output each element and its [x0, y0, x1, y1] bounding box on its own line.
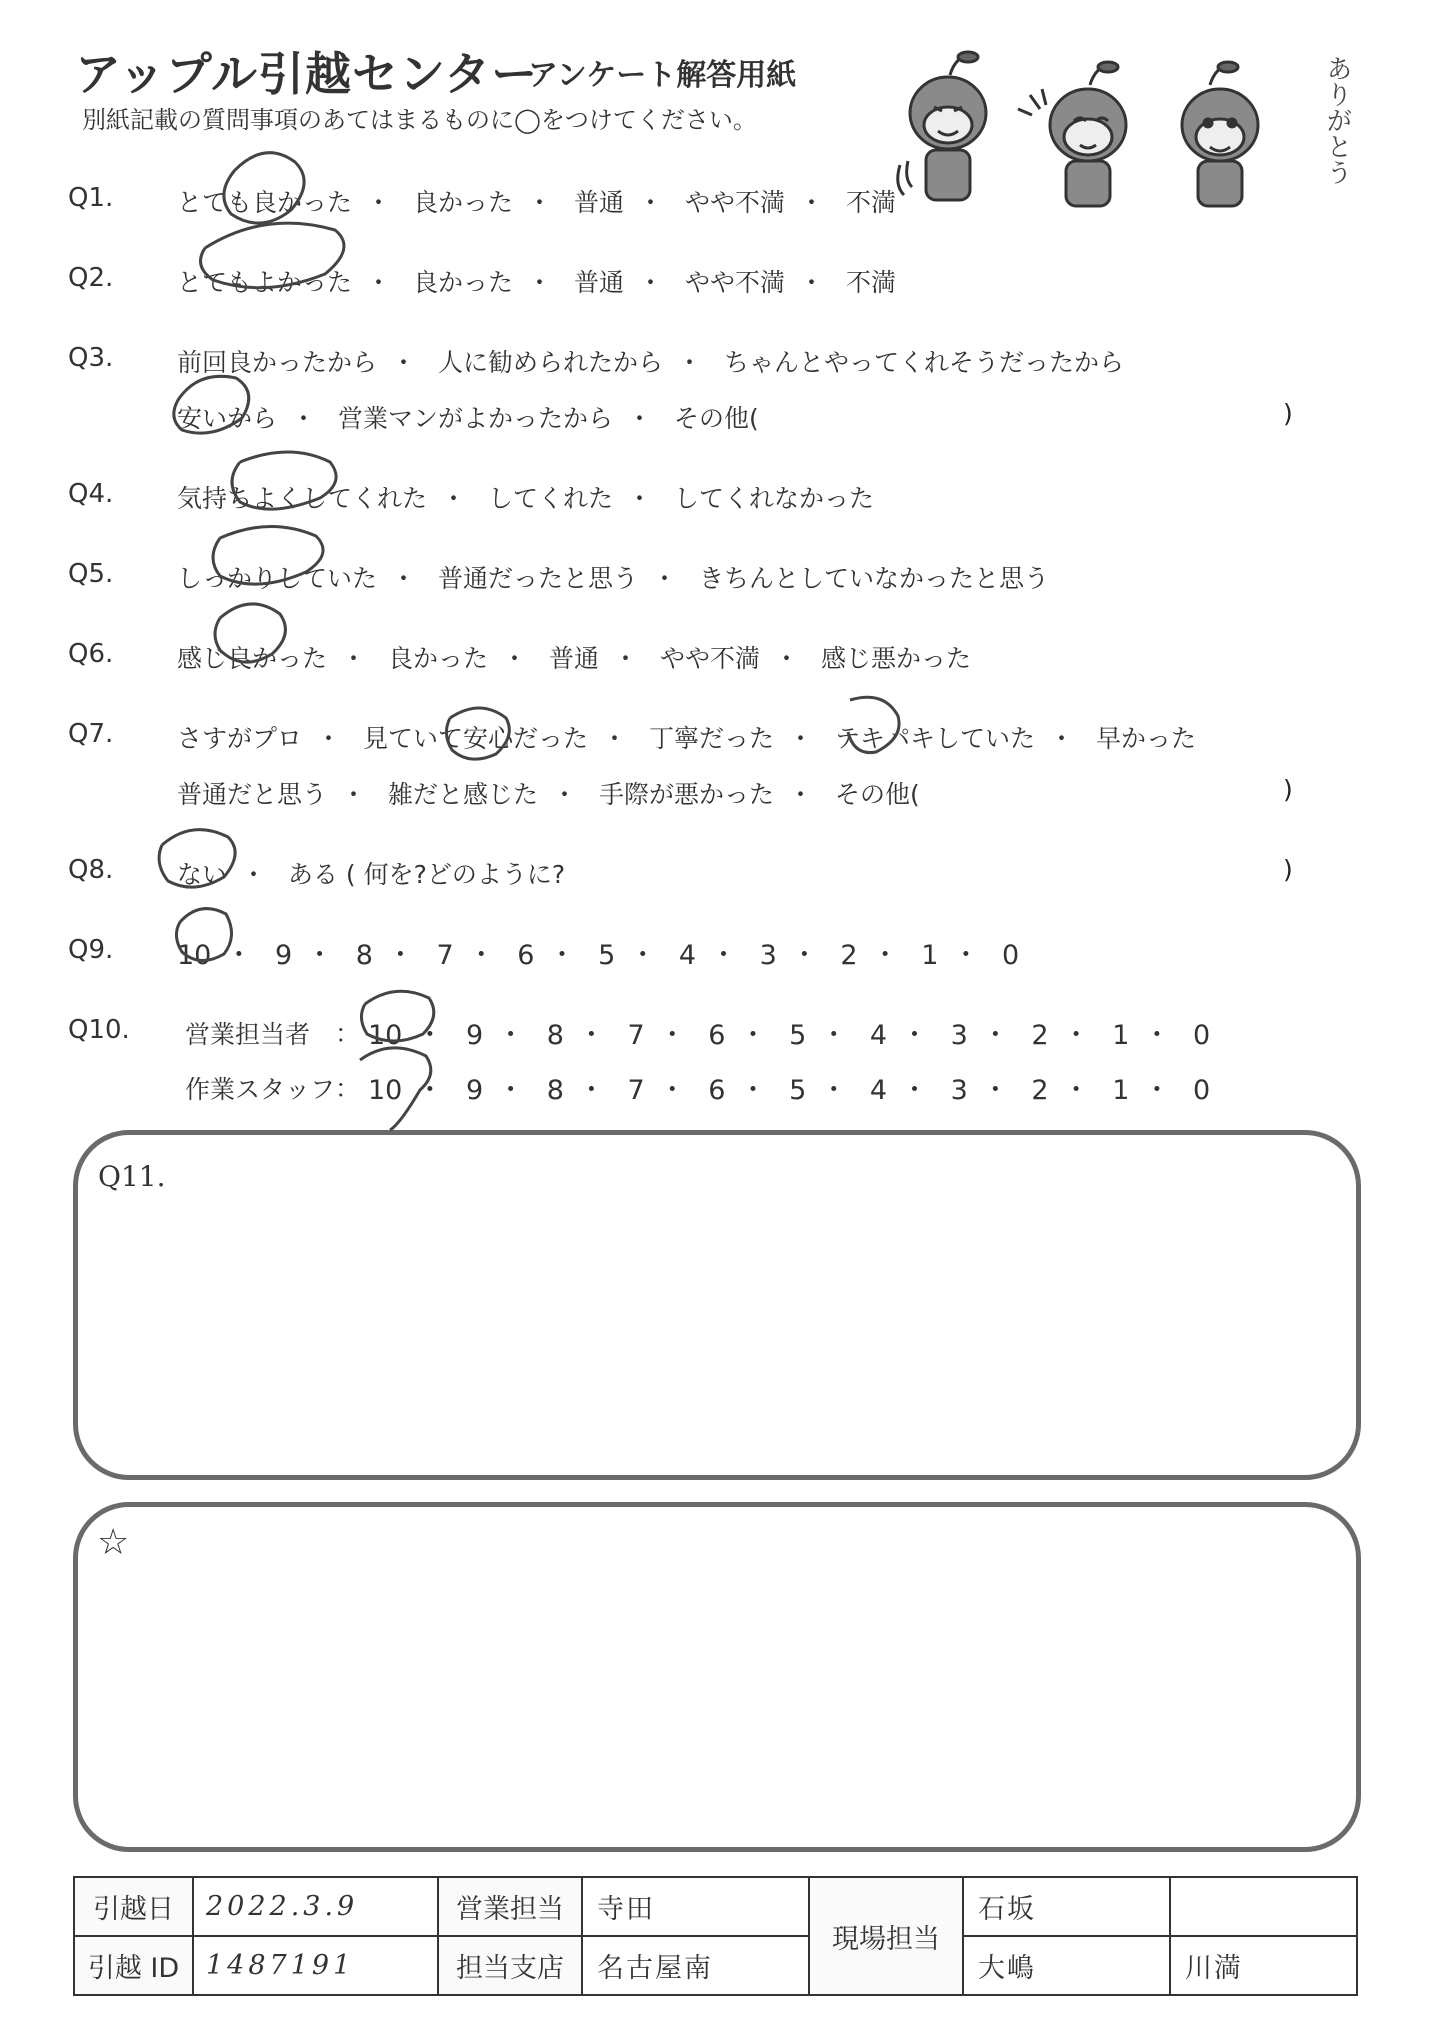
moving-date-label: 引越日 [74, 1877, 193, 1936]
q10-sales-score[interactable]: 5 [789, 1020, 807, 1051]
q7-label: Q7. [68, 719, 114, 749]
q10-sales-score[interactable]: 1 [1112, 1020, 1130, 1051]
site-staff-empty[interactable] [1170, 1877, 1357, 1936]
q8-option[interactable]: ない [177, 860, 228, 889]
sales-staff-label: 営業担当 [438, 1877, 582, 1936]
q3-option[interactable]: ちゃんとやってくれそうだったから [723, 348, 1124, 377]
q2-label: Q2. [68, 263, 114, 293]
q9-score[interactable]: 6 [517, 940, 535, 971]
q4-option[interactable]: してくれた [487, 484, 613, 513]
q7-option[interactable]: テキパキしていた [834, 724, 1035, 753]
q10-sales-score[interactable]: 6 [708, 1020, 726, 1051]
q7-option[interactable]: さすがプロ [177, 724, 303, 753]
q10-staff-score[interactable]: 1 [1112, 1075, 1130, 1106]
q5-option[interactable]: しっかりしていた [177, 564, 378, 593]
sales-staff-value[interactable]: 寺田 [582, 1877, 809, 1936]
q9-score[interactable]: 9 [274, 940, 293, 971]
site-staff-3[interactable]: 川満 [1170, 1936, 1357, 1995]
q6-option[interactable]: 感じ悪かった [820, 644, 971, 673]
q2-option[interactable]: 普通 [573, 268, 624, 297]
q2-option[interactable]: とてもよかった [177, 268, 353, 297]
q10-sales-scale: 10 ・ 9 ・ 8 ・ 7 ・ 6 ・ 5 ・ 4 ・ 3 ・ 2 ・ 1 ・ 0 [368, 1020, 1211, 1051]
q1-option[interactable]: 良かった [412, 188, 513, 217]
instruction-text: 別紙記載の質問事項のあてはまるものに◯をつけてください。 [82, 106, 757, 134]
q1-option[interactable]: とても良かった [177, 188, 353, 217]
q9-score[interactable]: 1 [921, 940, 939, 971]
q9-score[interactable]: 7 [436, 940, 454, 971]
q11-label: Q11. [98, 1160, 166, 1193]
q9-label: Q9. [68, 935, 114, 965]
q10-sales-score[interactable]: 2 [1031, 1020, 1049, 1051]
q6-option[interactable]: やや不満 [659, 644, 760, 673]
q8-options: ない ・ ある ( 何を?どのように? [177, 860, 566, 889]
form-title: アップル引越センター [75, 47, 539, 101]
q10-sales-score[interactable]: 7 [627, 1020, 645, 1051]
q1-option[interactable]: 普通 [573, 188, 624, 217]
q9-score[interactable]: 10 [177, 940, 212, 971]
q10-sales-name: 営業担当者 [185, 1020, 311, 1049]
q10-staff-score[interactable]: 5 [789, 1075, 807, 1106]
q1-label: Q1. [68, 183, 114, 213]
q3-option[interactable]: 安いから [177, 404, 278, 433]
q4-label: Q4. [68, 479, 114, 509]
q3-option[interactable]: 人に勧められたから [437, 348, 663, 377]
q10-sales-score[interactable]: 8 [546, 1020, 564, 1051]
q5-option[interactable]: 普通だったと思う [437, 564, 638, 593]
form-subtitle: アンケート解答用紙 [528, 58, 797, 93]
q7-close-paren: ) [1283, 775, 1293, 804]
q9-scale: 10 ・ 9 ・ 8 ・ 7 ・ 6 ・ 5 ・ 4 ・ 3 ・ 2 ・ 1 ・ 0 [177, 940, 1020, 971]
q6-option[interactable]: 普通 [548, 644, 599, 673]
q9-score[interactable]: 2 [840, 940, 858, 971]
q6-option[interactable]: 感じ良かった [177, 644, 328, 673]
q8-close-paren: ) [1283, 855, 1293, 884]
q10-staff-score[interactable]: 4 [869, 1075, 888, 1106]
q6-options: 感じ良かった ・ 良かった ・ 普通 ・ やや不満 ・ 感じ悪かった [177, 644, 971, 673]
q5-option[interactable]: きちんとしていなかったと思う [698, 564, 1049, 593]
q7-option[interactable]: 手際が悪かった [598, 780, 774, 809]
q10-colon: ： [335, 1074, 361, 1103]
q3-option[interactable]: 前回良かったから [177, 348, 378, 377]
q7-option[interactable]: 雑だと感じた [387, 780, 538, 809]
q10-sales-score[interactable]: 0 [1192, 1020, 1211, 1051]
q2-option[interactable]: 良かった [412, 268, 513, 297]
q5-options: しっかりしていた ・ 普通だったと思う ・ きちんとしていなかったと思う [177, 564, 1049, 593]
q6-option[interactable]: 良かった [387, 644, 488, 673]
q3-option[interactable]: 営業マンがよかったから [337, 404, 613, 433]
footer-table [73, 1876, 1358, 1996]
q2-option[interactable]: 不満 [845, 268, 896, 297]
q7-option[interactable]: 早かった [1095, 724, 1196, 753]
q7-option[interactable]: 丁寧だった [648, 724, 774, 753]
moving-date-value[interactable]: 2022.3.9 [193, 1877, 438, 1936]
q4-option[interactable]: してくれなかった [673, 484, 874, 513]
q10-sales-score[interactable]: 10 [368, 1020, 403, 1051]
q10-staff-score[interactable]: 0 [1192, 1075, 1211, 1106]
q10-staff-scale: 10 ・ 9 ・ 8 ・ 7 ・ 6 ・ 5 ・ 4 ・ 3 ・ 2 ・ 1 ・ 0 [368, 1075, 1211, 1106]
q10-staff-score[interactable]: 3 [950, 1075, 968, 1106]
q9-score[interactable]: 5 [598, 940, 616, 971]
thanks-text: ありがとう [1322, 55, 1352, 185]
q1-option[interactable]: 不満 [845, 188, 896, 217]
q7-options-line1: さすがプロ ・ 見ていて安心だった ・ 丁寧だった ・ テキパキしていた ・ 早かった [177, 724, 1196, 753]
q9-score[interactable]: 4 [678, 940, 697, 971]
q10-staff-score[interactable]: 9 [465, 1075, 484, 1106]
site-staff-1[interactable]: 石坂 [963, 1877, 1170, 1936]
q3-options-line2: 安いから ・ 営業マンがよかったから ・ その他( [177, 404, 759, 433]
q2-options: とてもよかった ・ 良かった ・ 普通 ・ やや不満 ・ 不満 [177, 268, 896, 297]
q10-sales-score[interactable]: 9 [465, 1020, 484, 1051]
site-staff-2[interactable]: 大嶋 [963, 1936, 1170, 1995]
q7-option[interactable]: 見ていて安心だった [362, 724, 588, 753]
q2-option[interactable]: やや不満 [684, 268, 785, 297]
q3-options-line1: 前回良かったから ・ 人に勧められたから ・ ちゃんとやってくれそうだったから [177, 348, 1124, 377]
branch-label: 担当支店 [438, 1936, 582, 1995]
q9-score[interactable]: 8 [355, 940, 373, 971]
q9-score[interactable]: 3 [759, 940, 777, 971]
moving-id-value[interactable]: 1487191 [193, 1936, 438, 1995]
q3-close-paren: ) [1283, 399, 1293, 428]
star-label: ☆ [97, 1522, 130, 1563]
q4-option[interactable]: 気持ちよくしてくれた [177, 484, 428, 513]
q8-option[interactable]: ある ( 何を?どのように? [287, 860, 566, 889]
q10-staff-name: 作業スタッフ [185, 1075, 336, 1104]
q10-label: Q10. [68, 1015, 130, 1045]
q3-label: Q3. [68, 343, 114, 373]
site-staff-label: 現場担当 [809, 1877, 963, 1995]
q7-options-line2: 普通だと思う ・ 雑だと感じた ・ 手際が悪かった ・ その他( [177, 780, 920, 809]
moving-id-label: 引越 ID [74, 1936, 193, 1995]
q10-staff-score[interactable]: 2 [1031, 1075, 1049, 1106]
q8-label: Q8. [68, 855, 114, 885]
q1-options: とても良かった ・ 良かった ・ 普通 ・ やや不満 ・ 不満 [177, 188, 896, 217]
q10-staff-score[interactable]: 10 [368, 1075, 403, 1106]
q6-label: Q6. [68, 639, 114, 669]
q9-score[interactable]: 0 [1001, 940, 1020, 971]
q10-sales-score[interactable]: 3 [950, 1020, 968, 1051]
q10-colon: ： [335, 1019, 361, 1048]
q10-sales-score[interactable]: 4 [869, 1020, 888, 1051]
q10-staff-score[interactable]: 7 [627, 1075, 645, 1106]
branch-value[interactable]: 名古屋南 [582, 1936, 809, 1995]
q5-label: Q5. [68, 559, 114, 589]
q1-option[interactable]: やや不満 [684, 188, 785, 217]
q7-option[interactable]: 普通だと思う [177, 780, 328, 809]
q4-options: 気持ちよくしてくれた ・ してくれた ・ してくれなかった [177, 484, 874, 513]
q7-option-other[interactable]: その他( [834, 780, 920, 809]
q10-staff-score[interactable]: 6 [708, 1075, 726, 1106]
q10-staff-score[interactable]: 8 [546, 1075, 564, 1106]
q3-option-other[interactable]: その他( [673, 404, 759, 433]
